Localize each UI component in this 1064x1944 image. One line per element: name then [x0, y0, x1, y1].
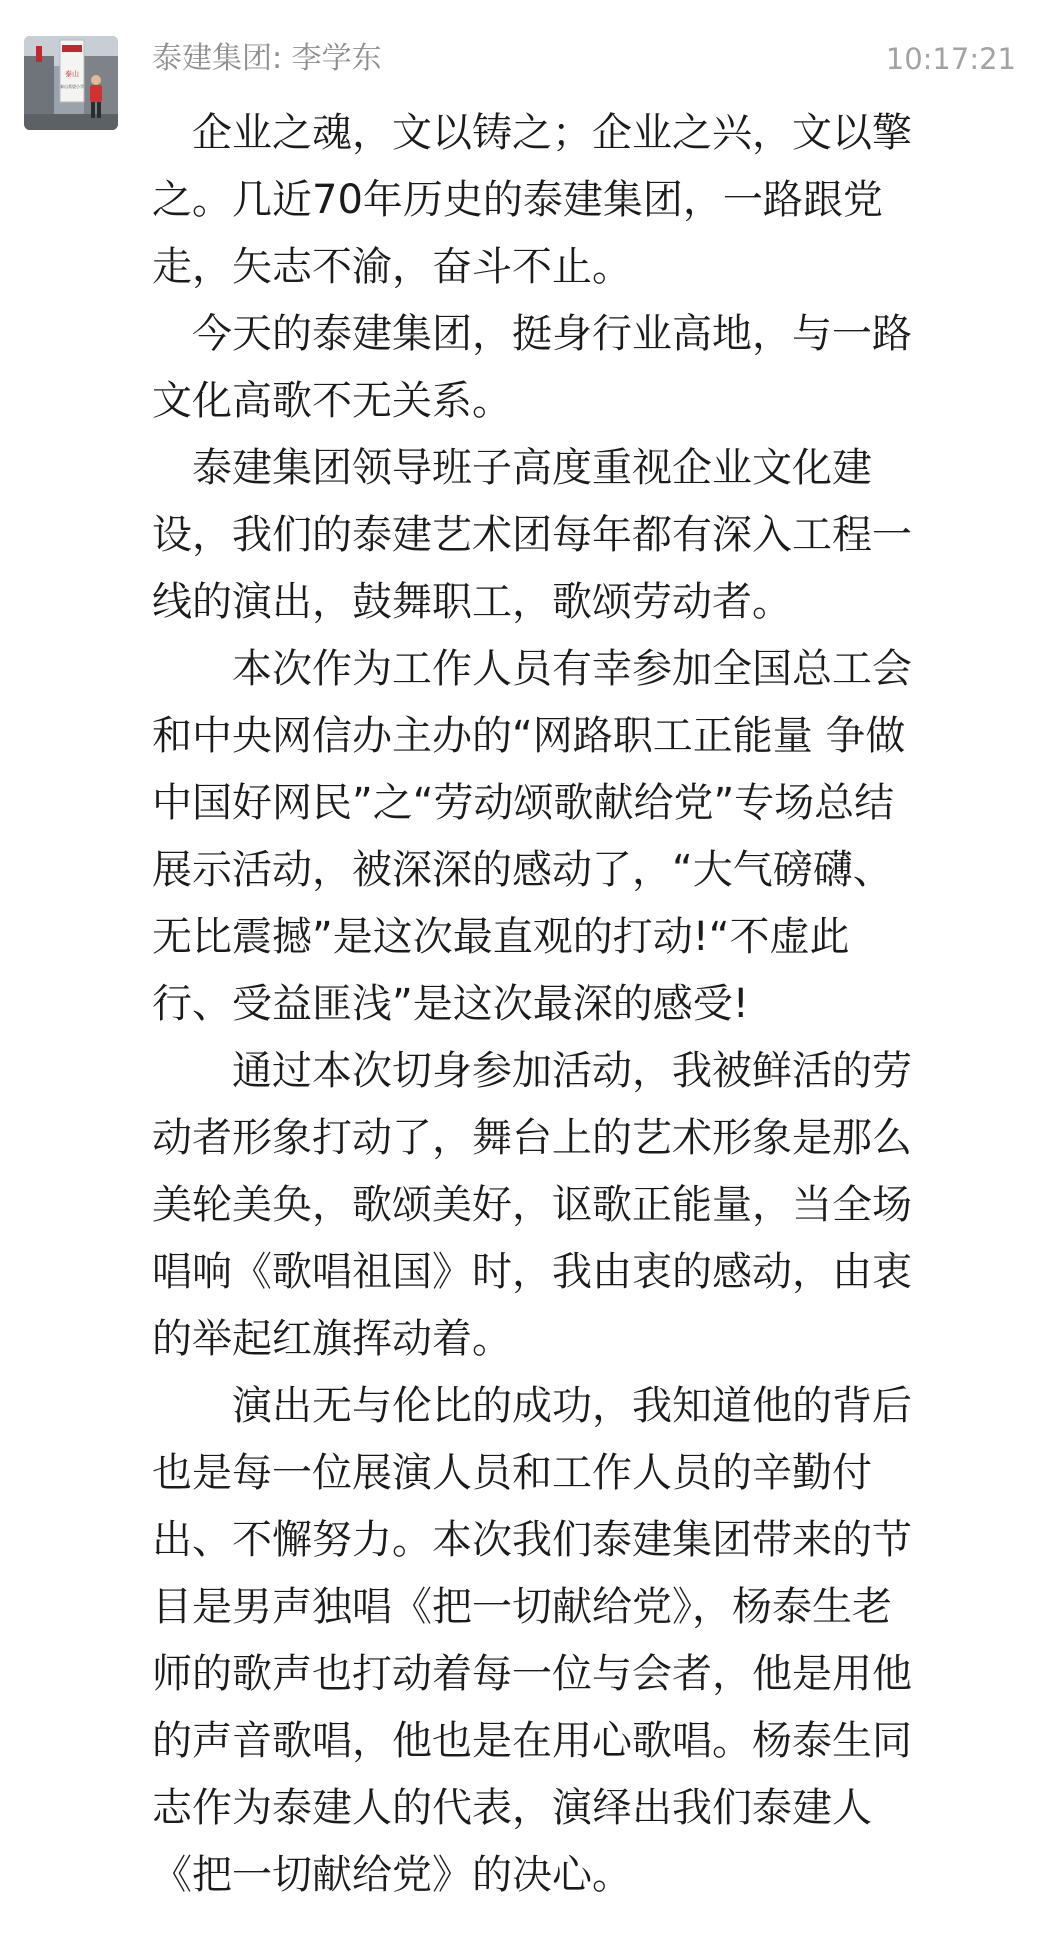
- avatar-sign-text: 泰山: [65, 70, 79, 78]
- message-paragraph: 本次作为工作人员有幸参加全国总工会 和中央网信办主办的“网路职工正能量 争做 中国好网民”之“劳动颂歌献给党”专场总结 展示活动，被深深的感动了，“大气磅礴、 无比震撼”是这次最直观的打动!“不虚此 行、受益匪浅”是这次最深的感受!: [152, 646, 912, 1027]
- message-paragraph: 泰建集团领导班子高度重视企业文化建 设，我们的泰建艺术团每年都有深入工程一 线的演出，鼓舞职工，歌颂劳动者。: [152, 445, 912, 625]
- avatar-sign-subtext: 泰山希望小学: [60, 84, 84, 89]
- avatar-photo: [24, 36, 118, 130]
- sender-avatar[interactable]: [24, 36, 118, 130]
- message-paragraph: 企业之魂，文以铸之；企业之兴，文以擎 之。几近70年历史的泰建集团，一路跟党 走，矢志不渝，奋斗不止。: [152, 110, 912, 290]
- message-timestamp: 10:17:21: [885, 42, 1016, 76]
- message-body: [152, 100, 1032, 1909]
- message-paragraph: 通过本次切身参加活动，我被鲜活的劳 动者形象打动了，舞台上的艺术形象是那么 美轮美奂，歌颂美好，讴歌正能量，当全场 唱响《歌唱祖国》时，我由衷的感动，由衷 的举起红旗挥动着。: [152, 1048, 912, 1362]
- sender-name: 泰建集团: 李学东: [152, 41, 382, 76]
- message-paragraph: 今天的泰建集团，挺身行业高地，与一路 文化高歌不无关系。: [152, 311, 912, 424]
- message-paragraph: 演出无与伦比的成功，我知道他的背后 也是每一位展演人员和工作人员的辛勤付 出、不懈努力。本次我们泰建集团带来的节 目是男声独唱《把一切献给党》，杨泰生老 师的歌声也打动着每一位与会者，他是用他 的声音歌唱，他也是在用心歌唱。杨泰生同 志作为泰建人的代表，演绎出我们泰建人 《把一切献给党》的决心。: [152, 1383, 912, 1898]
